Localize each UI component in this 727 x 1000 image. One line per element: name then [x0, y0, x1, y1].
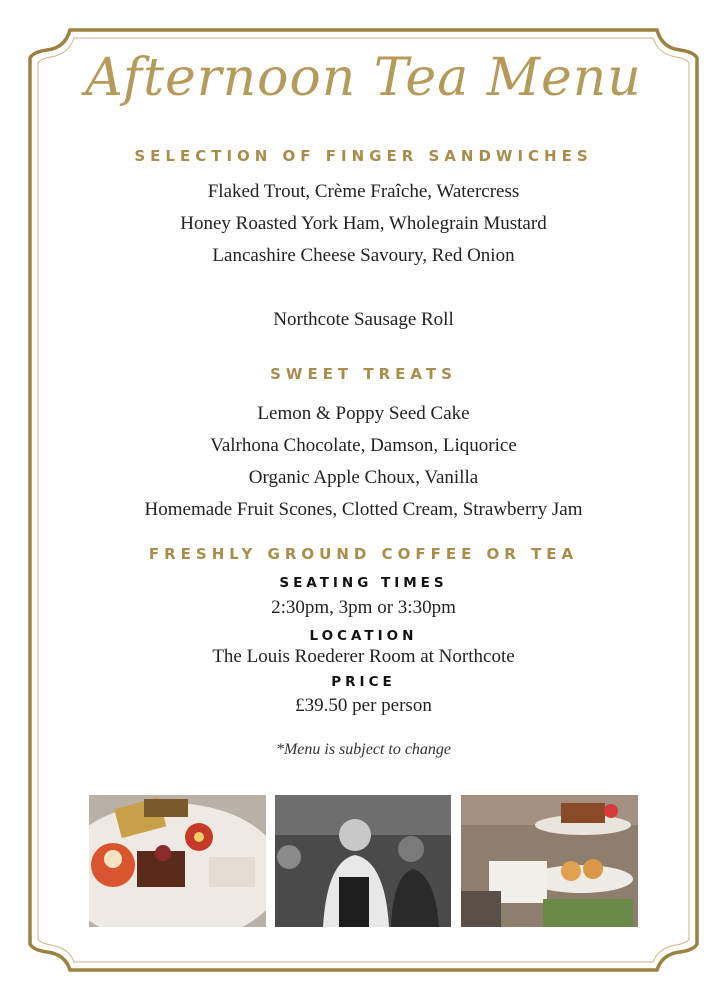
cake-stand-photo: [461, 795, 638, 927]
location-label: LOCATION: [309, 628, 418, 644]
sandwiches-heading: SELECTION OF FINGER SANDWICHES: [134, 147, 593, 165]
sandwich-item: Honey Roasted York Ham, Wholegrain Mustard: [180, 213, 547, 234]
location-value: The Louis Roederer Room at Northcote: [212, 646, 515, 667]
drinks-heading: FRESHLY GROUND COFFEE OR TEA: [148, 545, 579, 563]
menu-disclaimer: *Menu is subject to change: [275, 741, 452, 758]
sandwich-item: Northcote Sausage Roll: [273, 309, 454, 330]
sandwich-item: Flaked Trout, Crème Fraîche, Watercress: [207, 181, 520, 202]
sweet-item: Valrhona Chocolate, Damson, Liquorice: [210, 435, 517, 456]
seating-value: 2:30pm, 3pm or 3:30pm: [271, 597, 456, 618]
sweet-item: Lemon & Poppy Seed Cake: [257, 403, 470, 424]
price-label: PRICE: [331, 674, 396, 690]
menu-title: Afternoon Tea Menu: [85, 48, 642, 108]
sandwich-item: Lancashire Cheese Savoury, Red Onion: [212, 245, 515, 266]
chef-photo: [275, 795, 451, 927]
seating-label: SEATING TIMES: [279, 575, 448, 591]
pastries-photo: [89, 795, 266, 927]
price-value: £39.50 per person: [295, 695, 432, 716]
sweets-heading: SWEET TREATS: [270, 365, 457, 383]
sweet-item: Organic Apple Choux, Vanilla: [248, 467, 479, 488]
sweet-item: Homemade Fruit Scones, Clotted Cream, Strawberry Jam: [144, 499, 583, 520]
